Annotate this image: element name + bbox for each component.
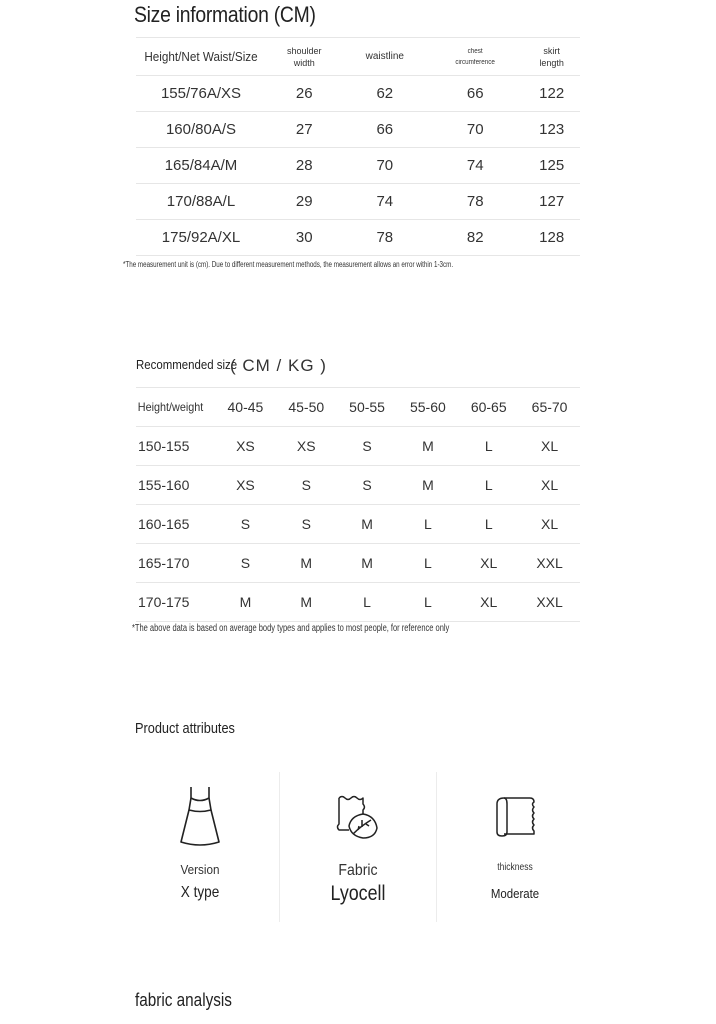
size-cell: 170/88A/L xyxy=(136,184,266,220)
size-cell: S xyxy=(337,427,398,466)
size-cell: XL xyxy=(458,583,519,622)
product-attributes-title: Product attributes xyxy=(135,720,235,737)
header-skirt-line2: length xyxy=(539,57,564,68)
skirt-cell: 125 xyxy=(523,148,580,184)
shoulder-cell: 28 xyxy=(266,148,343,184)
attribute-label: thickness xyxy=(497,862,533,873)
attribute-thickness xyxy=(436,772,594,922)
size-cell: S xyxy=(276,466,337,505)
attribute-value: Lyocell xyxy=(330,882,386,905)
size-info-table xyxy=(136,37,580,256)
attribute-label: Version xyxy=(180,862,220,877)
recommended-note: *The above data is based on average body types and applies to most people, for reference only xyxy=(132,623,450,634)
skirt-cell: 128 xyxy=(523,220,580,256)
size-cell: M xyxy=(397,466,458,505)
header-skirt-line1: skirt xyxy=(543,45,560,56)
table-row xyxy=(136,148,580,184)
size-info-title: Size information (CM) xyxy=(134,2,316,27)
attribute-label: Fabric xyxy=(338,862,378,879)
header-weight-range: 60-65 xyxy=(458,388,519,427)
table-header-row xyxy=(136,388,580,427)
fabric-analysis-title: fabric analysis xyxy=(135,990,232,1010)
size-cell: L xyxy=(397,505,458,544)
size-cell: M xyxy=(397,427,458,466)
header-skirt-length xyxy=(523,38,580,76)
size-cell: XS xyxy=(276,427,337,466)
dress-icon xyxy=(178,784,222,853)
fabric-roll-icon xyxy=(494,794,536,843)
size-cell: M xyxy=(276,583,337,622)
header-weight-range: 50-55 xyxy=(337,388,398,427)
size-cell: XL xyxy=(458,544,519,583)
size-cell: XXL xyxy=(519,544,580,583)
skirt-cell: 122 xyxy=(523,76,580,112)
table-row xyxy=(136,505,580,544)
size-cell: S xyxy=(337,466,398,505)
table-row xyxy=(136,184,580,220)
header-waistline: waistline xyxy=(343,38,428,76)
size-info-note: *The measurement unit is (cm). Due to different measurement methods, the measurement allows an error within 1-3cm. xyxy=(123,260,454,269)
height-cell: 155-160 xyxy=(136,466,215,505)
size-cell: XL xyxy=(519,505,580,544)
table-row xyxy=(136,112,580,148)
table-row xyxy=(136,220,580,256)
table-row xyxy=(136,544,580,583)
header-chest-line1: chest xyxy=(467,47,483,55)
attribute-version xyxy=(121,772,279,922)
header-shoulder-width xyxy=(266,38,343,76)
size-cell: L xyxy=(458,505,519,544)
recommended-title: Recommended size xyxy=(136,357,238,372)
height-cell: 165-170 xyxy=(136,544,215,583)
header-weight-range: 65-70 xyxy=(519,388,580,427)
waist-cell: 78 xyxy=(343,220,428,256)
size-cell: XXL xyxy=(519,583,580,622)
recommended-size-table xyxy=(136,387,580,622)
size-cell: XS xyxy=(215,427,276,466)
size-cell: 155/76A/XS xyxy=(136,76,266,112)
fabric-leaf-icon xyxy=(335,794,381,845)
size-cell: 175/92A/XL xyxy=(136,220,266,256)
table-row xyxy=(136,76,580,112)
height-cell: 160-165 xyxy=(136,505,215,544)
waist-cell: 66 xyxy=(343,112,428,148)
header-shoulder-line2: width xyxy=(293,57,315,68)
chest-cell: 78 xyxy=(427,184,523,220)
size-cell: XS xyxy=(215,466,276,505)
header-weight-range: 45-50 xyxy=(276,388,337,427)
size-cell: L xyxy=(458,427,519,466)
header-chest-line2: circumference xyxy=(455,58,495,66)
height-cell: 150-155 xyxy=(136,427,215,466)
waist-cell: 70 xyxy=(343,148,428,184)
skirt-cell: 123 xyxy=(523,112,580,148)
header-weight-range: 55-60 xyxy=(397,388,458,427)
header-size: Height/Net Waist/Size xyxy=(143,38,260,76)
size-cell: M xyxy=(337,505,398,544)
waist-cell: 62 xyxy=(343,76,428,112)
table-header-row xyxy=(136,38,580,76)
shoulder-cell: 27 xyxy=(266,112,343,148)
shoulder-cell: 29 xyxy=(266,184,343,220)
size-cell: S xyxy=(215,505,276,544)
attribute-value: Moderate xyxy=(490,886,540,901)
size-cell: S xyxy=(276,505,337,544)
header-shoulder-line1: shoulder xyxy=(286,45,322,56)
chest-cell: 74 xyxy=(427,148,523,184)
size-cell: XL xyxy=(519,466,580,505)
chest-cell: 82 xyxy=(427,220,523,256)
size-cell: M xyxy=(276,544,337,583)
height-cell: 170-175 xyxy=(136,583,215,622)
chest-cell: 70 xyxy=(427,112,523,148)
size-cell: L xyxy=(337,583,398,622)
header-chest xyxy=(427,38,523,76)
waist-cell: 74 xyxy=(343,184,428,220)
size-cell: XL xyxy=(519,427,580,466)
size-cell: L xyxy=(458,466,519,505)
size-cell: 165/84A/M xyxy=(136,148,266,184)
recommended-unit: ( CM / KG ) xyxy=(230,356,327,375)
size-cell: L xyxy=(397,583,458,622)
shoulder-cell: 30 xyxy=(266,220,343,256)
skirt-cell: 127 xyxy=(523,184,580,220)
table-row xyxy=(136,466,580,505)
header-height-weight: Height/weight xyxy=(136,388,207,427)
attribute-value: X type xyxy=(180,884,220,901)
size-cell: M xyxy=(215,583,276,622)
table-row xyxy=(136,427,580,466)
chest-cell: 66 xyxy=(427,76,523,112)
size-cell: 160/80A/S xyxy=(136,112,266,148)
size-cell: M xyxy=(337,544,398,583)
table-row xyxy=(136,583,580,622)
size-cell: S xyxy=(215,544,276,583)
attribute-fabric xyxy=(279,772,437,922)
header-weight-range: 40-45 xyxy=(215,388,276,427)
shoulder-cell: 26 xyxy=(266,76,343,112)
size-cell: L xyxy=(397,544,458,583)
